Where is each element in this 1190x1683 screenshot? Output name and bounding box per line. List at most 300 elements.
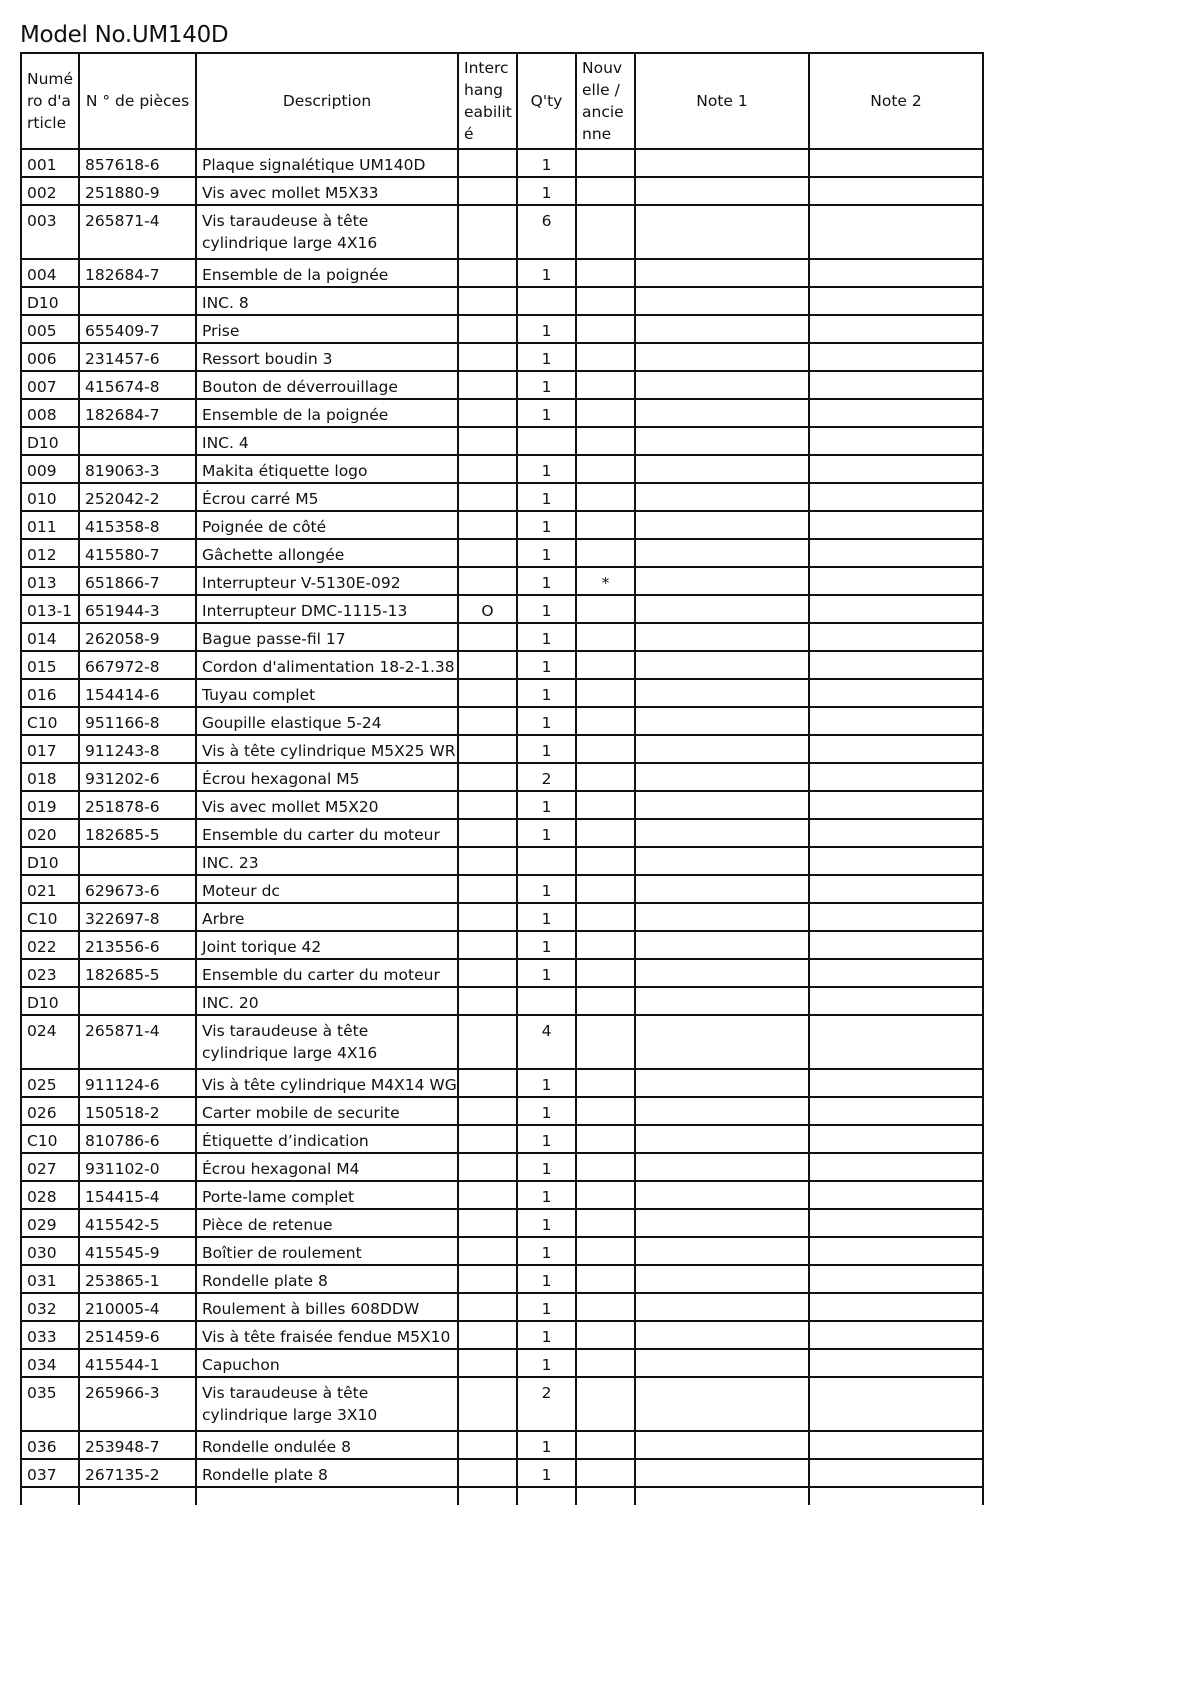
cell-empty	[809, 1487, 983, 1505]
cell-new-old	[576, 177, 635, 205]
cell-new-old	[576, 149, 635, 177]
cell-item-number: 029	[21, 1209, 79, 1237]
cell-note-1	[635, 847, 809, 875]
cell-interchangeability	[458, 511, 517, 539]
cell-item-number: D10	[21, 287, 79, 315]
cell-note-2	[809, 1321, 983, 1349]
cell-note-1	[635, 483, 809, 511]
cell-note-1	[635, 287, 809, 315]
cell-note-1	[635, 707, 809, 735]
cell-quantity: 1	[517, 315, 576, 343]
header-part-number: N ° de pièces	[79, 53, 196, 149]
cell-quantity	[517, 987, 576, 1015]
cell-interchangeability	[458, 287, 517, 315]
page-title: Model No.UM140D	[20, 22, 229, 48]
cell-interchangeability	[458, 931, 517, 959]
cell-description: Vis à tête cylindrique M4X14 WG	[196, 1069, 458, 1097]
cell-part-number: 182685-5	[79, 959, 196, 987]
table-row	[21, 1237, 983, 1265]
cell-note-1	[635, 205, 809, 259]
cell-interchangeability: O	[458, 595, 517, 623]
cell-note-1	[635, 455, 809, 483]
cell-note-1	[635, 819, 809, 847]
cell-interchangeability	[458, 679, 517, 707]
cell-quantity: 1	[517, 1349, 576, 1377]
table-row	[21, 735, 983, 763]
cell-description: Ensemble de la poignée	[196, 259, 458, 287]
parts-table	[20, 52, 984, 1505]
cell-quantity: 2	[517, 763, 576, 791]
cell-quantity: 1	[517, 1237, 576, 1265]
cell-note-1	[635, 875, 809, 903]
cell-note-2	[809, 763, 983, 791]
cell-description: Interrupteur V-5130E-092	[196, 567, 458, 595]
table-row	[21, 707, 983, 735]
cell-note-2	[809, 1015, 983, 1069]
cell-description: Écrou carré M5	[196, 483, 458, 511]
cell-new-old	[576, 763, 635, 791]
cell-note-2	[809, 1293, 983, 1321]
cell-note-2	[809, 567, 983, 595]
cell-quantity: 1	[517, 539, 576, 567]
cell-part-number: 253865-1	[79, 1265, 196, 1293]
cell-note-1	[635, 1377, 809, 1431]
cell-quantity: 1	[517, 623, 576, 651]
cell-interchangeability	[458, 1015, 517, 1069]
cell-note-1	[635, 1069, 809, 1097]
cell-part-number: 154415-4	[79, 1181, 196, 1209]
cell-interchangeability	[458, 1377, 517, 1431]
cell-interchangeability	[458, 427, 517, 455]
cell-part-number	[79, 847, 196, 875]
cell-note-2	[809, 511, 983, 539]
cell-item-number: 036	[21, 1431, 79, 1459]
cell-item-number: 020	[21, 819, 79, 847]
cell-part-number: 415358-8	[79, 511, 196, 539]
cell-description: Capuchon	[196, 1349, 458, 1377]
cell-new-old	[576, 931, 635, 959]
cell-new-old	[576, 1069, 635, 1097]
cell-interchangeability	[458, 177, 517, 205]
cell-note-2	[809, 399, 983, 427]
cell-note-2	[809, 847, 983, 875]
cell-interchangeability	[458, 987, 517, 1015]
cell-quantity: 1	[517, 259, 576, 287]
cell-interchangeability	[458, 149, 517, 177]
cell-item-number: 001	[21, 149, 79, 177]
cell-description: Pièce de retenue	[196, 1209, 458, 1237]
cell-note-2	[809, 819, 983, 847]
cell-item-number: 035	[21, 1377, 79, 1431]
cell-quantity: 1	[517, 1265, 576, 1293]
cell-description: Vis avec mollet M5X33	[196, 177, 458, 205]
cell-item-number: 025	[21, 1069, 79, 1097]
cell-part-number: 265871-4	[79, 205, 196, 259]
cell-note-2	[809, 931, 983, 959]
table-row	[21, 651, 983, 679]
cell-item-number: 011	[21, 511, 79, 539]
cell-interchangeability	[458, 819, 517, 847]
cell-description: Cordon d'alimentation 18-2-1.38	[196, 651, 458, 679]
table-row	[21, 875, 983, 903]
table-row	[21, 1459, 983, 1487]
cell-interchangeability	[458, 343, 517, 371]
table-row	[21, 623, 983, 651]
cell-part-number: 251880-9	[79, 177, 196, 205]
cell-note-2	[809, 427, 983, 455]
cell-item-number: 016	[21, 679, 79, 707]
cell-note-1	[635, 1153, 809, 1181]
cell-quantity: 1	[517, 1069, 576, 1097]
cell-description: Goupille elastique 5-24	[196, 707, 458, 735]
table-row	[21, 177, 983, 205]
table-row	[21, 371, 983, 399]
cell-item-number: 014	[21, 623, 79, 651]
cell-quantity: 1	[517, 455, 576, 483]
cell-description: Tuyau complet	[196, 679, 458, 707]
table-row	[21, 149, 983, 177]
cell-part-number: 931102-0	[79, 1153, 196, 1181]
cell-note-2	[809, 875, 983, 903]
cell-new-old	[576, 1181, 635, 1209]
cell-quantity: 1	[517, 819, 576, 847]
table-row	[21, 399, 983, 427]
cell-new-old	[576, 371, 635, 399]
cell-quantity: 1	[517, 791, 576, 819]
table-row	[21, 1069, 983, 1097]
cell-note-2	[809, 483, 983, 511]
cell-note-1	[635, 1293, 809, 1321]
cell-part-number: 415544-1	[79, 1349, 196, 1377]
cell-note-1	[635, 1237, 809, 1265]
cell-description: Vis taraudeuse à tête cylindrique large 3X10	[196, 1377, 458, 1431]
cell-note-1	[635, 595, 809, 623]
cell-description: Ensemble de la poignée	[196, 399, 458, 427]
cell-new-old	[576, 791, 635, 819]
cell-note-2	[809, 791, 983, 819]
cell-description: Écrou hexagonal M5	[196, 763, 458, 791]
cell-quantity: 1	[517, 567, 576, 595]
cell-interchangeability	[458, 371, 517, 399]
cell-quantity: 1	[517, 903, 576, 931]
cell-part-number: 651866-7	[79, 567, 196, 595]
cell-description: Ensemble du carter du moteur	[196, 959, 458, 987]
cell-part-number: 150518-2	[79, 1097, 196, 1125]
cell-note-1	[635, 399, 809, 427]
cell-note-2	[809, 1265, 983, 1293]
cell-note-1	[635, 567, 809, 595]
cell-empty	[79, 1487, 196, 1505]
cell-description: INC. 23	[196, 847, 458, 875]
cell-item-number: C10	[21, 903, 79, 931]
cell-note-2	[809, 315, 983, 343]
cell-note-1	[635, 931, 809, 959]
header-note-1: Note 1	[635, 53, 809, 149]
cell-note-2	[809, 371, 983, 399]
cell-part-number: 911124-6	[79, 1069, 196, 1097]
cell-item-number: 026	[21, 1097, 79, 1125]
cell-note-2	[809, 149, 983, 177]
table-row	[21, 679, 983, 707]
cell-part-number: 415545-9	[79, 1237, 196, 1265]
cell-description: Moteur dc	[196, 875, 458, 903]
cell-interchangeability	[458, 1321, 517, 1349]
cell-quantity: 1	[517, 959, 576, 987]
cell-quantity: 1	[517, 707, 576, 735]
cell-item-number: 030	[21, 1237, 79, 1265]
cell-note-2	[809, 205, 983, 259]
table-row	[21, 959, 983, 987]
cell-interchangeability	[458, 1459, 517, 1487]
cell-note-1	[635, 539, 809, 567]
header-description: Description	[196, 53, 458, 149]
cell-item-number: C10	[21, 1125, 79, 1153]
cell-note-2	[809, 1459, 983, 1487]
cell-part-number: 265966-3	[79, 1377, 196, 1431]
cell-quantity: 1	[517, 595, 576, 623]
cell-note-2	[809, 1181, 983, 1209]
cell-new-old	[576, 1153, 635, 1181]
cell-interchangeability	[458, 791, 517, 819]
cell-item-number: 013	[21, 567, 79, 595]
cell-note-1	[635, 371, 809, 399]
cell-description: Vis à tête cylindrique M5X25 WR	[196, 735, 458, 763]
table-row	[21, 1097, 983, 1125]
cell-description: Makita étiquette logo	[196, 455, 458, 483]
cell-description: Carter mobile de securite	[196, 1097, 458, 1125]
table-row	[21, 1125, 983, 1153]
header-interchangeability: Interc hang eabilit é	[458, 53, 517, 149]
cell-note-1	[635, 1181, 809, 1209]
cell-note-1	[635, 623, 809, 651]
cell-quantity: 1	[517, 931, 576, 959]
cell-description: Vis avec mollet M5X20	[196, 791, 458, 819]
cell-description: Étiquette d’indication	[196, 1125, 458, 1153]
cell-quantity: 1	[517, 875, 576, 903]
cell-note-2	[809, 539, 983, 567]
cell-part-number: 262058-9	[79, 623, 196, 651]
cell-new-old	[576, 343, 635, 371]
cell-interchangeability	[458, 483, 517, 511]
cell-quantity	[517, 427, 576, 455]
cell-new-old	[576, 483, 635, 511]
cell-interchangeability	[458, 399, 517, 427]
cell-note-2	[809, 455, 983, 483]
cell-item-number: 015	[21, 651, 79, 679]
cell-note-2	[809, 1125, 983, 1153]
cell-new-old	[576, 427, 635, 455]
cell-note-2	[809, 987, 983, 1015]
cell-description: Rondelle ondulée 8	[196, 1431, 458, 1459]
cell-empty	[21, 1487, 79, 1505]
cell-note-1	[635, 427, 809, 455]
cell-description: INC. 20	[196, 987, 458, 1015]
table-row	[21, 903, 983, 931]
cell-note-1	[635, 1125, 809, 1153]
table-row	[21, 343, 983, 371]
cell-item-number: D10	[21, 427, 79, 455]
cell-note-1	[635, 1265, 809, 1293]
cell-note-1	[635, 987, 809, 1015]
cell-new-old: *	[576, 567, 635, 595]
cell-item-number: 005	[21, 315, 79, 343]
cell-note-2	[809, 903, 983, 931]
cell-part-number: 951166-8	[79, 707, 196, 735]
cell-empty	[458, 1487, 517, 1505]
cell-interchangeability	[458, 539, 517, 567]
cell-interchangeability	[458, 903, 517, 931]
cell-note-1	[635, 903, 809, 931]
cell-item-number: 006	[21, 343, 79, 371]
cell-quantity: 1	[517, 1181, 576, 1209]
cell-quantity: 1	[517, 343, 576, 371]
cell-item-number: 033	[21, 1321, 79, 1349]
cell-part-number: 182684-7	[79, 259, 196, 287]
cell-description: INC. 4	[196, 427, 458, 455]
cell-new-old	[576, 315, 635, 343]
cell-description: Porte-lame complet	[196, 1181, 458, 1209]
header-note-2: Note 2	[809, 53, 983, 149]
cell-interchangeability	[458, 567, 517, 595]
cell-description: Ressort boudin 3	[196, 343, 458, 371]
cell-description: Joint torique 42	[196, 931, 458, 959]
cell-description: Prise	[196, 315, 458, 343]
cell-part-number: 213556-6	[79, 931, 196, 959]
table-row	[21, 819, 983, 847]
cell-note-1	[635, 1431, 809, 1459]
cell-description: Boîtier de roulement	[196, 1237, 458, 1265]
table-row	[21, 427, 983, 455]
cell-new-old	[576, 847, 635, 875]
cell-part-number: 819063-3	[79, 455, 196, 483]
table-row	[21, 259, 983, 287]
table-row	[21, 847, 983, 875]
cell-quantity: 1	[517, 1153, 576, 1181]
cell-part-number	[79, 987, 196, 1015]
cell-empty	[635, 1487, 809, 1505]
cell-new-old	[576, 875, 635, 903]
cell-note-2	[809, 1153, 983, 1181]
cell-interchangeability	[458, 1097, 517, 1125]
cell-item-number: 018	[21, 763, 79, 791]
cell-quantity: 1	[517, 651, 576, 679]
cell-part-number: 651944-3	[79, 595, 196, 623]
cell-part-number: 251878-6	[79, 791, 196, 819]
cell-interchangeability	[458, 707, 517, 735]
table-row	[21, 315, 983, 343]
cell-part-number	[79, 427, 196, 455]
cell-new-old	[576, 987, 635, 1015]
cell-description: Rondelle plate 8	[196, 1459, 458, 1487]
cell-description: Bouton de déverrouillage	[196, 371, 458, 399]
cell-quantity: 1	[517, 735, 576, 763]
cell-interchangeability	[458, 959, 517, 987]
cell-interchangeability	[458, 1237, 517, 1265]
cell-quantity: 1	[517, 483, 576, 511]
cell-new-old	[576, 259, 635, 287]
cell-interchangeability	[458, 1181, 517, 1209]
cell-interchangeability	[458, 1125, 517, 1153]
cell-note-1	[635, 1349, 809, 1377]
cell-item-number: 019	[21, 791, 79, 819]
cell-interchangeability	[458, 205, 517, 259]
cell-note-1	[635, 791, 809, 819]
cell-part-number: 265871-4	[79, 1015, 196, 1069]
cell-new-old	[576, 735, 635, 763]
cell-part-number: 154414-6	[79, 679, 196, 707]
cell-new-old	[576, 287, 635, 315]
cell-item-number: 007	[21, 371, 79, 399]
cell-description: Poignée de côté	[196, 511, 458, 539]
cell-part-number: 655409-7	[79, 315, 196, 343]
cell-new-old	[576, 819, 635, 847]
cell-part-number: 667972-8	[79, 651, 196, 679]
cell-item-number: 009	[21, 455, 79, 483]
cell-note-2	[809, 343, 983, 371]
table-row	[21, 455, 983, 483]
cell-new-old	[576, 1349, 635, 1377]
table-body	[21, 149, 983, 1505]
cell-new-old	[576, 1321, 635, 1349]
cell-item-number: 010	[21, 483, 79, 511]
cell-item-number: 028	[21, 1181, 79, 1209]
cell-item-number: 034	[21, 1349, 79, 1377]
cell-interchangeability	[458, 623, 517, 651]
cell-new-old	[576, 399, 635, 427]
cell-new-old	[576, 679, 635, 707]
cell-description: Vis à tête fraisée fendue M5X10	[196, 1321, 458, 1349]
cell-empty	[576, 1487, 635, 1505]
cell-note-2	[809, 735, 983, 763]
cell-note-1	[635, 651, 809, 679]
table-row	[21, 1153, 983, 1181]
cell-new-old	[576, 1015, 635, 1069]
cell-note-1	[635, 343, 809, 371]
cell-new-old	[576, 959, 635, 987]
cell-new-old	[576, 511, 635, 539]
cell-part-number: 267135-2	[79, 1459, 196, 1487]
cell-description: Écrou hexagonal M4	[196, 1153, 458, 1181]
cell-part-number: 252042-2	[79, 483, 196, 511]
cell-part-number: 251459-6	[79, 1321, 196, 1349]
table-row	[21, 763, 983, 791]
cell-note-2	[809, 287, 983, 315]
cell-new-old	[576, 651, 635, 679]
cell-interchangeability	[458, 1431, 517, 1459]
cell-item-number: 037	[21, 1459, 79, 1487]
cell-note-2	[809, 1097, 983, 1125]
cell-quantity: 2	[517, 1377, 576, 1431]
cell-note-1	[635, 259, 809, 287]
header-quantity: Q'ty	[517, 53, 576, 149]
cell-note-1	[635, 1015, 809, 1069]
cell-description: Vis taraudeuse à tête cylindrique large 4X16	[196, 205, 458, 259]
cell-interchangeability	[458, 735, 517, 763]
cell-new-old	[576, 1125, 635, 1153]
table-row	[21, 1209, 983, 1237]
cell-part-number	[79, 287, 196, 315]
cell-item-number: D10	[21, 847, 79, 875]
cell-description: Plaque signalétique UM140D	[196, 149, 458, 177]
cell-new-old	[576, 1237, 635, 1265]
cell-note-1	[635, 1321, 809, 1349]
cell-description: Bague passe-fil 17	[196, 623, 458, 651]
cell-item-number: 008	[21, 399, 79, 427]
cell-part-number: 629673-6	[79, 875, 196, 903]
cell-quantity: 1	[517, 1125, 576, 1153]
cell-note-2	[809, 1209, 983, 1237]
cell-note-2	[809, 959, 983, 987]
